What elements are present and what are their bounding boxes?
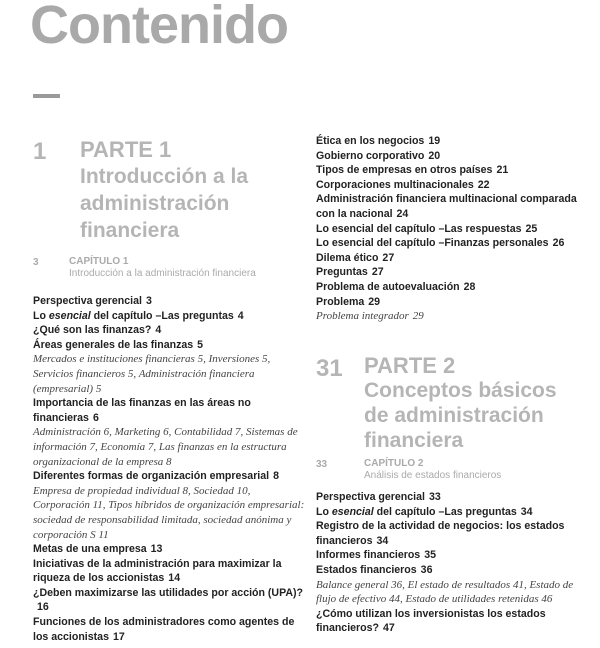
part-1-title-line: administración bbox=[80, 192, 230, 215]
entry-page-number: 6 bbox=[92, 411, 99, 424]
entry-text: Metas de una empresa bbox=[33, 543, 147, 556]
toc-entry[interactable] bbox=[33, 309, 305, 324]
entry-page-number: 17 bbox=[112, 630, 125, 643]
toc-entry[interactable] bbox=[316, 134, 596, 149]
entry-text: Tipos de empresas en otros países bbox=[316, 164, 493, 177]
entry-text: Administración financiera multinacional comparada con la nacional bbox=[316, 193, 577, 220]
entry-text: Lo esencial del capítulo –Las respuestas bbox=[316, 222, 522, 235]
toc-entry[interactable] bbox=[316, 163, 596, 178]
entry-text: Ética en los negocios bbox=[316, 135, 425, 147]
entry-text: del capítulo –Las preguntas bbox=[373, 505, 517, 518]
entry-text: Dilema ético bbox=[316, 251, 379, 264]
entry-text: Perspectiva gerencial bbox=[33, 295, 142, 307]
entry-page-number: 19 bbox=[428, 135, 441, 147]
toc-entry[interactable] bbox=[316, 222, 596, 237]
toc-entry[interactable] bbox=[33, 338, 305, 353]
toc-entry[interactable] bbox=[316, 505, 596, 520]
entry-text: Balance general 36, El estado de resultados 41, Estado de flujo de efectivo 44, Estado de utilidades retenidas 46 bbox=[316, 578, 574, 606]
entry-text: Funciones de los administradores como agentes de los accionistas bbox=[33, 616, 295, 643]
entry-page-number: 36 bbox=[420, 563, 433, 576]
part-1-page-number: 1 bbox=[33, 138, 47, 165]
part-1-title-line: Introducción a la bbox=[80, 165, 249, 188]
part-1-title-line: financiera bbox=[80, 219, 180, 242]
entry-page-number: 34 bbox=[520, 505, 533, 518]
entry-text: Gobierno corporativo bbox=[316, 149, 425, 162]
toc-entry[interactable] bbox=[316, 251, 596, 266]
chapter-2-heading[interactable] bbox=[364, 458, 501, 482]
toc-entry[interactable] bbox=[316, 563, 596, 578]
toc-subentries[interactable] bbox=[33, 425, 305, 469]
entry-text: Registro de la actividad de negocios: los estados financieros bbox=[316, 520, 565, 547]
entry-text: Problema de autoevaluación bbox=[316, 280, 460, 293]
entry-text: Corporaciones multinacionales bbox=[316, 178, 474, 191]
part-2-page-number: 31 bbox=[316, 355, 343, 382]
toc-entry[interactable] bbox=[33, 615, 305, 644]
entry-text: Problema bbox=[316, 295, 365, 308]
entry-page-number: 22 bbox=[477, 178, 490, 191]
toc-entry[interactable] bbox=[316, 548, 596, 563]
entry-page-number: 34 bbox=[376, 534, 389, 547]
entry-text-emphasis: esencial bbox=[48, 309, 91, 322]
toc-entry[interactable] bbox=[316, 295, 596, 310]
toc-subentries[interactable] bbox=[33, 352, 305, 396]
entry-page-number: 24 bbox=[396, 207, 409, 220]
toc-entry[interactable] bbox=[316, 265, 596, 280]
chapter-1-heading[interactable] bbox=[69, 256, 256, 280]
entry-page-number: 14 bbox=[168, 572, 181, 585]
entry-page-number: 8 bbox=[273, 470, 279, 483]
entry-text: Lo esencial del capítulo –Finanzas personales bbox=[316, 237, 549, 250]
entry-page-number: 3 bbox=[145, 295, 152, 307]
entry-text: Mercados e instituciones financieras 5, Inversiones 5, Servicios financieros 5, Administración financiera (empresarial) 5 bbox=[33, 353, 271, 395]
part-2-title-line: financiera bbox=[364, 429, 464, 452]
toc-entry[interactable] bbox=[33, 557, 305, 586]
toc-entry[interactable] bbox=[33, 469, 305, 484]
toc-entry[interactable] bbox=[33, 323, 305, 338]
entry-page-number: 27 bbox=[371, 266, 384, 279]
chapter-1-page-number: 3 bbox=[33, 257, 39, 268]
entry-page-number: 28 bbox=[463, 280, 476, 293]
entry-text: Importancia de las finanzas en las áreas no financieras bbox=[33, 397, 251, 424]
page-title: Contenido bbox=[30, 0, 288, 55]
entry-page-number: 25 bbox=[525, 222, 538, 235]
toc-subentries[interactable] bbox=[316, 578, 596, 607]
toc-list-chapter-2 bbox=[316, 490, 596, 636]
chapter-2-label: CAPÍTULO 2 bbox=[364, 458, 424, 469]
toc-entry[interactable] bbox=[33, 586, 305, 615]
entry-text: Diferentes formas de organización empresarial bbox=[33, 470, 270, 483]
toc-entry[interactable] bbox=[316, 236, 596, 251]
toc-entry[interactable] bbox=[316, 178, 596, 193]
entry-page-number: 16 bbox=[37, 601, 49, 614]
entry-text: Iniciativas de la administración para maximizar la riqueza de los accionistas bbox=[33, 557, 282, 585]
entry-page-number: 4 bbox=[237, 309, 244, 322]
part-1-heading bbox=[80, 136, 248, 244]
part-2-heading bbox=[364, 353, 557, 453]
toc-entry[interactable] bbox=[316, 607, 596, 636]
entry-text: Administración 6, Marketing 6, Contabilidad 7, Sistemas de información 7, Economía 7, Las finanzas en la estructura organizacional de la empresa 8 bbox=[33, 426, 298, 468]
entry-page-number: 33 bbox=[428, 491, 441, 503]
toc-entry[interactable] bbox=[316, 490, 596, 505]
toc-entry[interactable] bbox=[33, 396, 305, 425]
entry-page-number: 5 bbox=[197, 338, 204, 351]
entry-page-number: 26 bbox=[552, 237, 565, 250]
entry-page-number: 21 bbox=[496, 164, 509, 177]
entry-text: del capítulo –Las preguntas bbox=[90, 309, 234, 322]
entry-text: Informes financieros bbox=[316, 549, 421, 562]
entry-text: Problema integrador bbox=[316, 310, 409, 323]
entry-page-number: 27 bbox=[382, 251, 395, 264]
toc-subentries[interactable] bbox=[316, 309, 596, 324]
toc-entry[interactable] bbox=[316, 280, 596, 295]
entry-text: Perspectiva gerencial bbox=[316, 491, 425, 503]
entry-page-number: 13 bbox=[150, 543, 163, 556]
toc-list-chapter-1 bbox=[33, 294, 305, 644]
entry-text: Empresa de propiedad individual 8, Sociedad 10, Corporación 11, Tipos híbridos de organización empresarial: sociedad de responsabilidad limitada, sociedad anónima y corporación S 11 bbox=[33, 484, 305, 541]
entry-text-prefix: Lo bbox=[33, 309, 49, 322]
entry-text: ¿Qué son las finanzas? bbox=[33, 324, 152, 337]
toc-entry[interactable] bbox=[33, 294, 305, 309]
entry-page-number: 20 bbox=[428, 149, 441, 162]
chapter-1-title: Introducción a la administración financiera bbox=[69, 268, 256, 279]
part-2-label: PARTE 2 bbox=[364, 353, 456, 378]
toc-entry[interactable] bbox=[316, 149, 596, 164]
toc-entry[interactable] bbox=[316, 519, 596, 548]
entry-text: Áreas generales de las finanzas bbox=[33, 338, 194, 351]
entry-text-prefix: Lo bbox=[316, 505, 332, 518]
entry-page-number: 4 bbox=[155, 324, 162, 337]
entry-page-number: 29 bbox=[368, 295, 381, 308]
toc-subentries[interactable] bbox=[33, 484, 305, 542]
toc-entry[interactable] bbox=[33, 542, 305, 557]
entry-text: ¿Deben maximizarse las utilidades por acción (UPA)? bbox=[33, 586, 304, 599]
part-2-title-line: Conceptos básicos bbox=[364, 379, 557, 402]
entry-page-number: 35 bbox=[424, 549, 436, 562]
toc-entry[interactable] bbox=[316, 192, 596, 221]
chapter-1-label: CAPÍTULO 1 bbox=[69, 256, 129, 267]
entry-text: Estados financieros bbox=[316, 563, 417, 576]
chapter-2-page-number: 33 bbox=[316, 459, 328, 470]
entry-page-number: 29 bbox=[412, 310, 424, 323]
title-divider bbox=[33, 94, 60, 98]
chapter-2-title: Análisis de estados financieros bbox=[364, 470, 502, 481]
toc-list-chapter-1-continued bbox=[316, 134, 596, 324]
part-1-label: PARTE 1 bbox=[80, 137, 172, 162]
entry-page-number: 47 bbox=[383, 622, 395, 635]
entry-text: Preguntas bbox=[316, 266, 368, 279]
entry-text: ¿Cómo utilizan los inversionistas los estados financieros? bbox=[316, 607, 546, 635]
entry-text-emphasis: esencial bbox=[331, 505, 374, 518]
part-2-title-line: de administración bbox=[364, 404, 544, 427]
